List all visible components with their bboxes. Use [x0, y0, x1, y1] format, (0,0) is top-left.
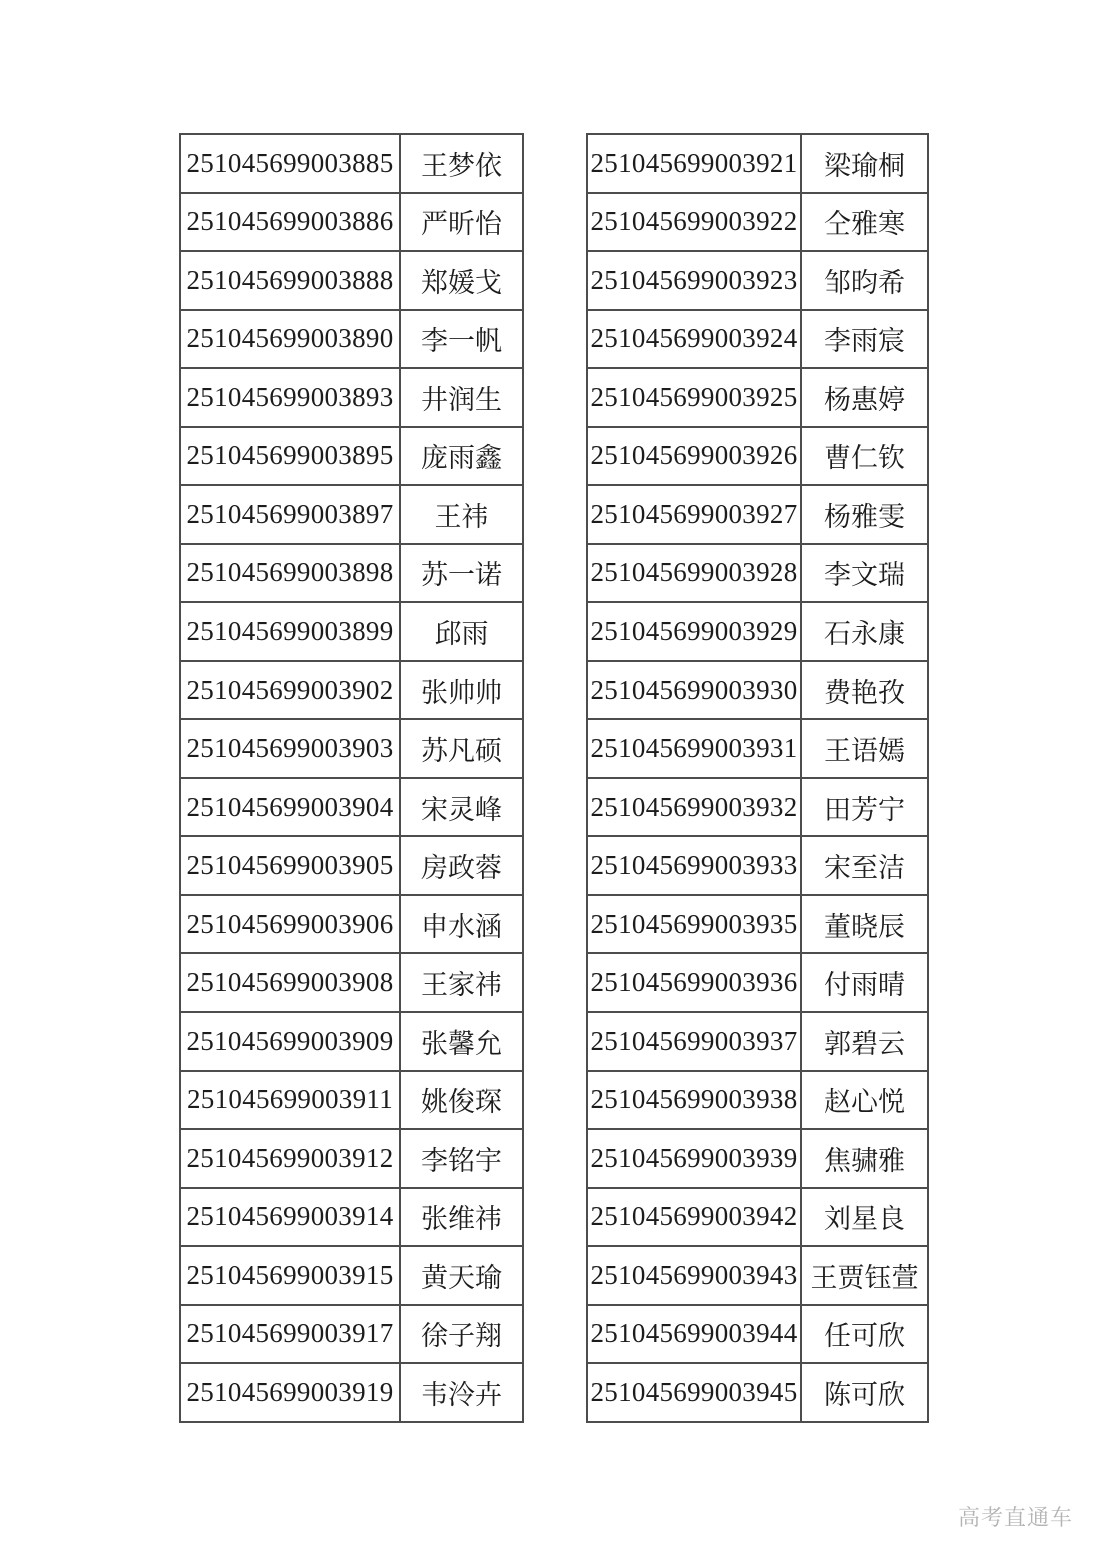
- candidate-id-cell: 251045699003944: [587, 1305, 801, 1364]
- candidate-id-cell: 251045699003895: [180, 427, 400, 486]
- candidate-id-cell: 251045699003937: [587, 1012, 801, 1071]
- candidate-name-cell: 王家祎: [400, 953, 523, 1012]
- candidate-name-cell: 邱雨: [400, 602, 523, 661]
- table-row: [180, 1188, 523, 1247]
- table-row: [587, 251, 928, 310]
- table-row: [180, 1246, 523, 1305]
- candidate-name-cell: 王梦依: [400, 134, 523, 193]
- candidate-id-cell: 251045699003924: [587, 310, 801, 369]
- candidate-id-cell: 251045699003929: [587, 602, 801, 661]
- candidate-id-cell: 251045699003933: [587, 836, 801, 895]
- candidate-id-cell: 251045699003912: [180, 1129, 400, 1188]
- candidate-id-cell: 251045699003938: [587, 1071, 801, 1130]
- candidate-name-cell: 费艳孜: [801, 661, 928, 720]
- candidate-id-cell: 251045699003932: [587, 778, 801, 837]
- candidate-name-cell: 陈可欣: [801, 1363, 928, 1422]
- table-row: [587, 1363, 928, 1422]
- candidate-name-cell: 苏凡硕: [400, 719, 523, 778]
- candidate-name-cell: 申水涵: [400, 895, 523, 954]
- table-row: [587, 1012, 928, 1071]
- watermark: 高考直通车: [957, 1505, 1073, 1530]
- candidate-id-cell: 251045699003909: [180, 1012, 400, 1071]
- candidate-id-cell: 251045699003914: [180, 1188, 400, 1247]
- candidate-id-cell: 251045699003925: [587, 368, 801, 427]
- table-row: [587, 485, 928, 544]
- candidate-roster-table-left: [179, 133, 524, 1423]
- candidate-name-cell: 刘星良: [801, 1188, 928, 1247]
- candidate-id-cell: 251045699003902: [180, 661, 400, 720]
- candidate-roster-table-right: [586, 133, 929, 1423]
- candidate-id-cell: 251045699003935: [587, 895, 801, 954]
- candidate-id-cell: 251045699003928: [587, 544, 801, 603]
- table-row: [587, 661, 928, 720]
- candidate-id-cell: 251045699003927: [587, 485, 801, 544]
- candidate-name-cell: 田芳宁: [801, 778, 928, 837]
- table-row: [587, 895, 928, 954]
- table-row: [587, 1246, 928, 1305]
- table-row: [587, 719, 928, 778]
- candidate-id-cell: 251045699003899: [180, 602, 400, 661]
- candidate-name-cell: 郑媛戈: [400, 251, 523, 310]
- candidate-id-cell: 251045699003908: [180, 953, 400, 1012]
- candidate-name-cell: 苏一诺: [400, 544, 523, 603]
- candidate-name-cell: 李一帆: [400, 310, 523, 369]
- table-row: [180, 719, 523, 778]
- table-row: [587, 368, 928, 427]
- candidate-name-cell: 赵心悦: [801, 1071, 928, 1130]
- table-row: [587, 193, 928, 252]
- candidate-name-cell: 韦泠卉: [400, 1363, 523, 1422]
- candidate-id-cell: 251045699003904: [180, 778, 400, 837]
- candidate-id-cell: 251045699003921: [587, 134, 801, 193]
- candidate-id-cell: 251045699003898: [180, 544, 400, 603]
- candidate-id-cell: 251045699003939: [587, 1129, 801, 1188]
- table-row: [180, 1012, 523, 1071]
- table-row: [180, 544, 523, 603]
- candidate-id-cell: 251045699003886: [180, 193, 400, 252]
- candidate-name-cell: 曹仁钦: [801, 427, 928, 486]
- candidate-name-cell: 王祎: [400, 485, 523, 544]
- candidate-name-cell: 王贾钰萱: [801, 1246, 928, 1305]
- candidate-name-cell: 杨惠婷: [801, 368, 928, 427]
- table-row: [180, 836, 523, 895]
- candidate-name-cell: 李铭宇: [400, 1129, 523, 1188]
- table-row: [180, 602, 523, 661]
- candidate-name-cell: 张馨允: [400, 1012, 523, 1071]
- table-row: [180, 485, 523, 544]
- candidate-name-cell: 石永康: [801, 602, 928, 661]
- candidate-name-cell: 焦骕雅: [801, 1129, 928, 1188]
- candidate-name-cell: 徐子翔: [400, 1305, 523, 1364]
- candidate-name-cell: 付雨晴: [801, 953, 928, 1012]
- table-row: [587, 778, 928, 837]
- table-row: [180, 895, 523, 954]
- candidate-id-cell: 251045699003943: [587, 1246, 801, 1305]
- table-row: [587, 310, 928, 369]
- candidate-id-cell: 251045699003945: [587, 1363, 801, 1422]
- candidate-id-cell: 251045699003919: [180, 1363, 400, 1422]
- table-row: [180, 1071, 523, 1130]
- candidate-id-cell: 251045699003917: [180, 1305, 400, 1364]
- candidate-name-cell: 宋灵峰: [400, 778, 523, 837]
- table-row: [587, 1129, 928, 1188]
- table-row: [180, 778, 523, 837]
- table-row: [180, 193, 523, 252]
- table-row: [587, 1305, 928, 1364]
- table-row: [180, 1129, 523, 1188]
- candidate-id-cell: 251045699003885: [180, 134, 400, 193]
- table-row: [587, 953, 928, 1012]
- candidate-id-cell: 251045699003936: [587, 953, 801, 1012]
- candidate-name-cell: 庞雨鑫: [400, 427, 523, 486]
- candidate-name-cell: 任可欣: [801, 1305, 928, 1364]
- candidate-name-cell: 严昕怡: [400, 193, 523, 252]
- table-row: [180, 953, 523, 1012]
- candidate-id-cell: 251045699003906: [180, 895, 400, 954]
- table-row: [587, 1071, 928, 1130]
- candidate-id-cell: 251045699003893: [180, 368, 400, 427]
- candidate-id-cell: 251045699003931: [587, 719, 801, 778]
- table-row: [587, 544, 928, 603]
- table-row: [180, 134, 523, 193]
- table-row: [180, 310, 523, 369]
- candidate-name-cell: 李雨宸: [801, 310, 928, 369]
- table-row: [180, 1363, 523, 1422]
- candidate-name-cell: 郭碧云: [801, 1012, 928, 1071]
- candidate-name-cell: 董晓辰: [801, 895, 928, 954]
- table-row: [180, 368, 523, 427]
- table-row: [587, 836, 928, 895]
- candidate-name-cell: 杨雅雯: [801, 485, 928, 544]
- candidate-name-cell: 黄天瑜: [400, 1246, 523, 1305]
- table-row: [587, 427, 928, 486]
- candidate-name-cell: 张帅帅: [400, 661, 523, 720]
- table-row: [180, 1305, 523, 1364]
- candidate-name-cell: 仝雅寒: [801, 193, 928, 252]
- table-row: [180, 427, 523, 486]
- candidate-name-cell: 姚俊琛: [400, 1071, 523, 1130]
- candidate-id-cell: 251045699003922: [587, 193, 801, 252]
- candidate-name-cell: 邹昀希: [801, 251, 928, 310]
- candidate-id-cell: 251045699003930: [587, 661, 801, 720]
- candidate-id-cell: 251045699003903: [180, 719, 400, 778]
- candidate-name-cell: 王语嫣: [801, 719, 928, 778]
- candidate-id-cell: 251045699003926: [587, 427, 801, 486]
- candidate-id-cell: 251045699003890: [180, 310, 400, 369]
- candidate-id-cell: 251045699003915: [180, 1246, 400, 1305]
- candidate-name-cell: 梁瑜桐: [801, 134, 928, 193]
- table-row: [587, 134, 928, 193]
- candidate-id-cell: 251045699003942: [587, 1188, 801, 1247]
- candidate-id-cell: 251045699003923: [587, 251, 801, 310]
- candidate-id-cell: 251045699003897: [180, 485, 400, 544]
- candidate-name-cell: 井润生: [400, 368, 523, 427]
- candidate-name-cell: 房政蓉: [400, 836, 523, 895]
- candidate-name-cell: 张维祎: [400, 1188, 523, 1247]
- candidate-name-cell: 宋至洁: [801, 836, 928, 895]
- table-row: [587, 602, 928, 661]
- table-row: [180, 251, 523, 310]
- table-row: [180, 661, 523, 720]
- candidate-id-cell: 251045699003905: [180, 836, 400, 895]
- table-row: [587, 1188, 928, 1247]
- candidate-id-cell: 251045699003911: [180, 1071, 400, 1130]
- candidate-name-cell: 李文瑞: [801, 544, 928, 603]
- candidate-id-cell: 251045699003888: [180, 251, 400, 310]
